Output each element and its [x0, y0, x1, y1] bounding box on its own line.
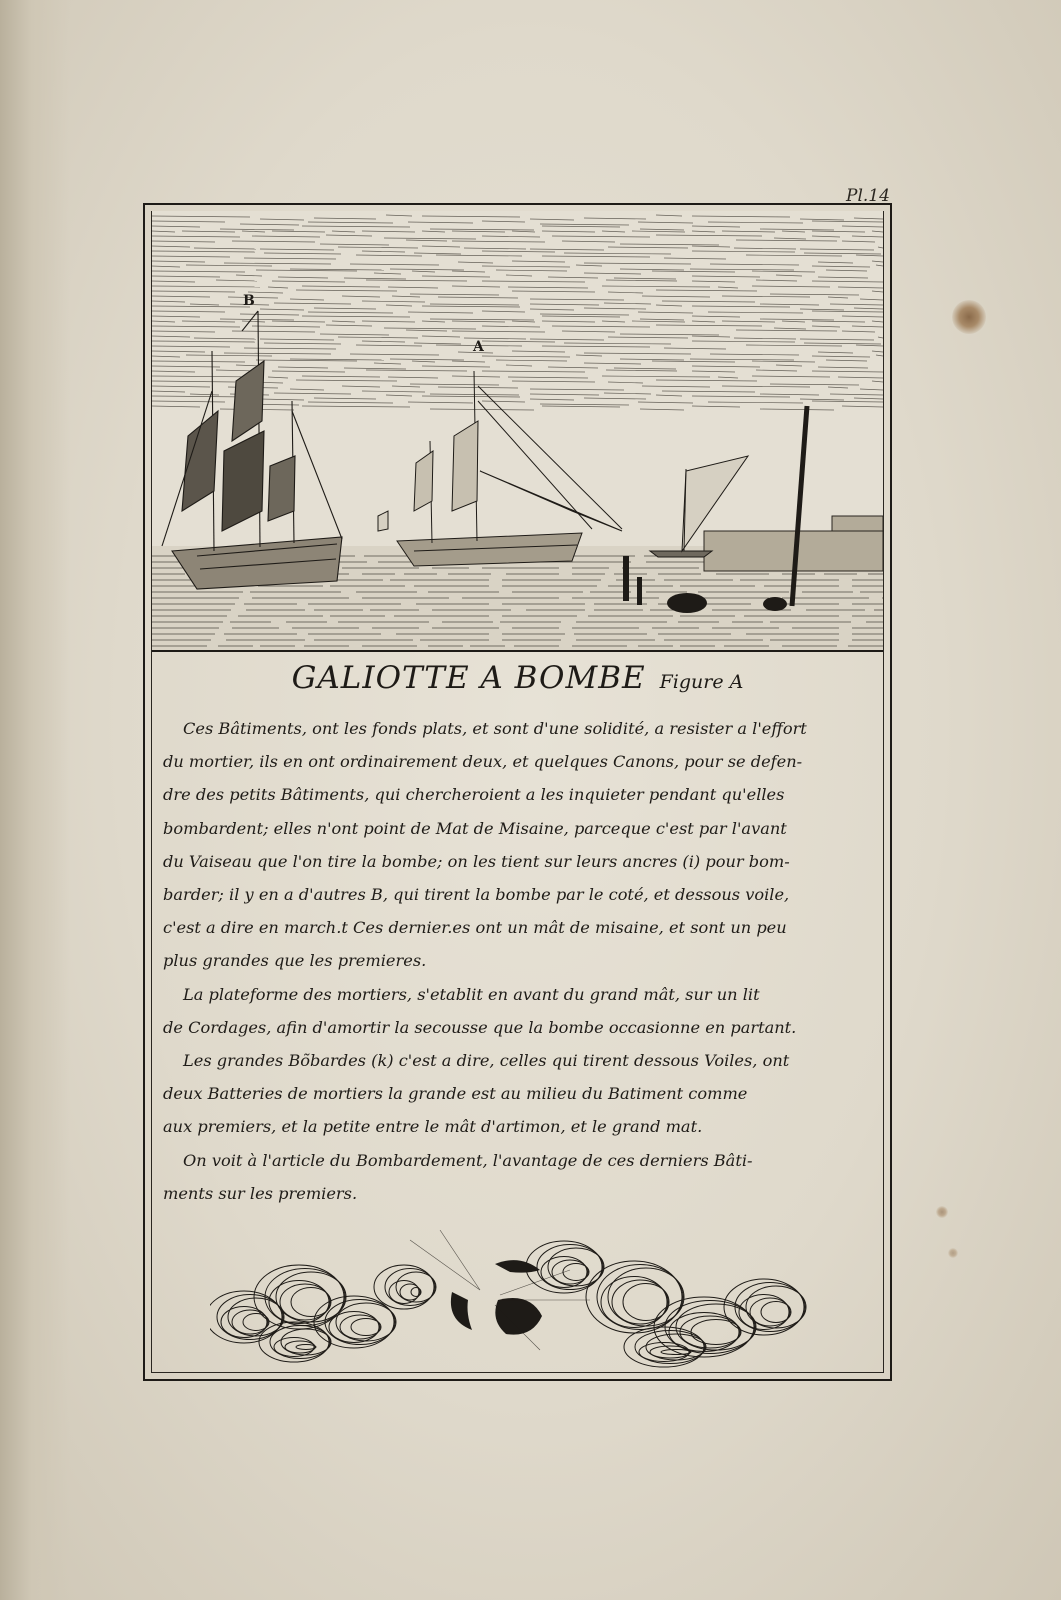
text-line: barder; il y en a d'autres B, qui tirent la bombe par le coté, et dessous voile,	[163, 885, 790, 905]
ships-engraving-svg	[152, 211, 883, 652]
text-line: de Cordages, afin d'amortir la secousse que la bombe occasionne en partant.	[163, 1017, 797, 1037]
text-line: Les grandes Bõbardes (k) c'est a dire, celles qui tirent dessous Voiles, ont	[183, 1051, 790, 1071]
smoke-svg	[210, 1230, 830, 1375]
label-a: A	[473, 339, 484, 355]
text-line: bombardent; elles n'ont point de Mat de Misaine, parceque c'est par l'avant	[163, 818, 787, 838]
title-main: GALIOTTE A BOMBE	[291, 660, 646, 696]
text-line: dre des petits Bâtiments, qui chercheroient a les inquieter pendant qu'elles	[163, 785, 785, 805]
text-line: ments sur les premiers.	[163, 1183, 358, 1203]
foxing-stain	[948, 1248, 958, 1258]
engraving-ships	[152, 211, 883, 652]
burst-rays	[410, 1230, 590, 1350]
text-line: Ces Bâtiments, ont les fonds plats, et sont d'une solidité, a resister a l'effort	[183, 719, 807, 738]
foxing-stain	[952, 300, 986, 334]
title-figure: Figure A	[659, 671, 744, 693]
text-line: La plateforme des mortiers, s'etablit en avant du grand mât, sur un lit	[183, 984, 760, 1004]
label-b: B	[243, 293, 255, 309]
text-line: deux Batteries de mortiers la grande est au milieu du Batiment comme	[163, 1084, 748, 1104]
plate-number: Pl.14	[846, 186, 890, 206]
text-line: du mortier, ils en ont ordinairement deux, et quelques Canons, pour se defen-	[163, 752, 803, 772]
description-text	[163, 712, 875, 1210]
text-line: c'est a dire en march.t Ces dernier.es ont un mât de misaine, et sont un peu	[163, 918, 787, 938]
foxing-stain	[936, 1206, 948, 1218]
post	[623, 556, 629, 601]
binding-shadow	[0, 0, 70, 1600]
rock	[763, 597, 787, 611]
text-line: On voit à l'article du Bombardement, l'avantage de ces derniers Bâti-	[183, 1150, 753, 1170]
bomb-smoke-vignette	[210, 1230, 830, 1375]
text-line: aux premiers, et la petite entre le mât d'artimon, et le grand mat.	[163, 1117, 703, 1137]
rock	[667, 593, 707, 613]
exploding-bomb	[451, 1260, 542, 1334]
plate-title	[160, 660, 875, 708]
post	[637, 577, 642, 605]
text-line: plus grandes que les premieres.	[163, 951, 427, 971]
text-line: du Vaiseau que l'on tire la bombe; on les tient sur leurs ancres (i) pour bom-	[163, 851, 790, 871]
